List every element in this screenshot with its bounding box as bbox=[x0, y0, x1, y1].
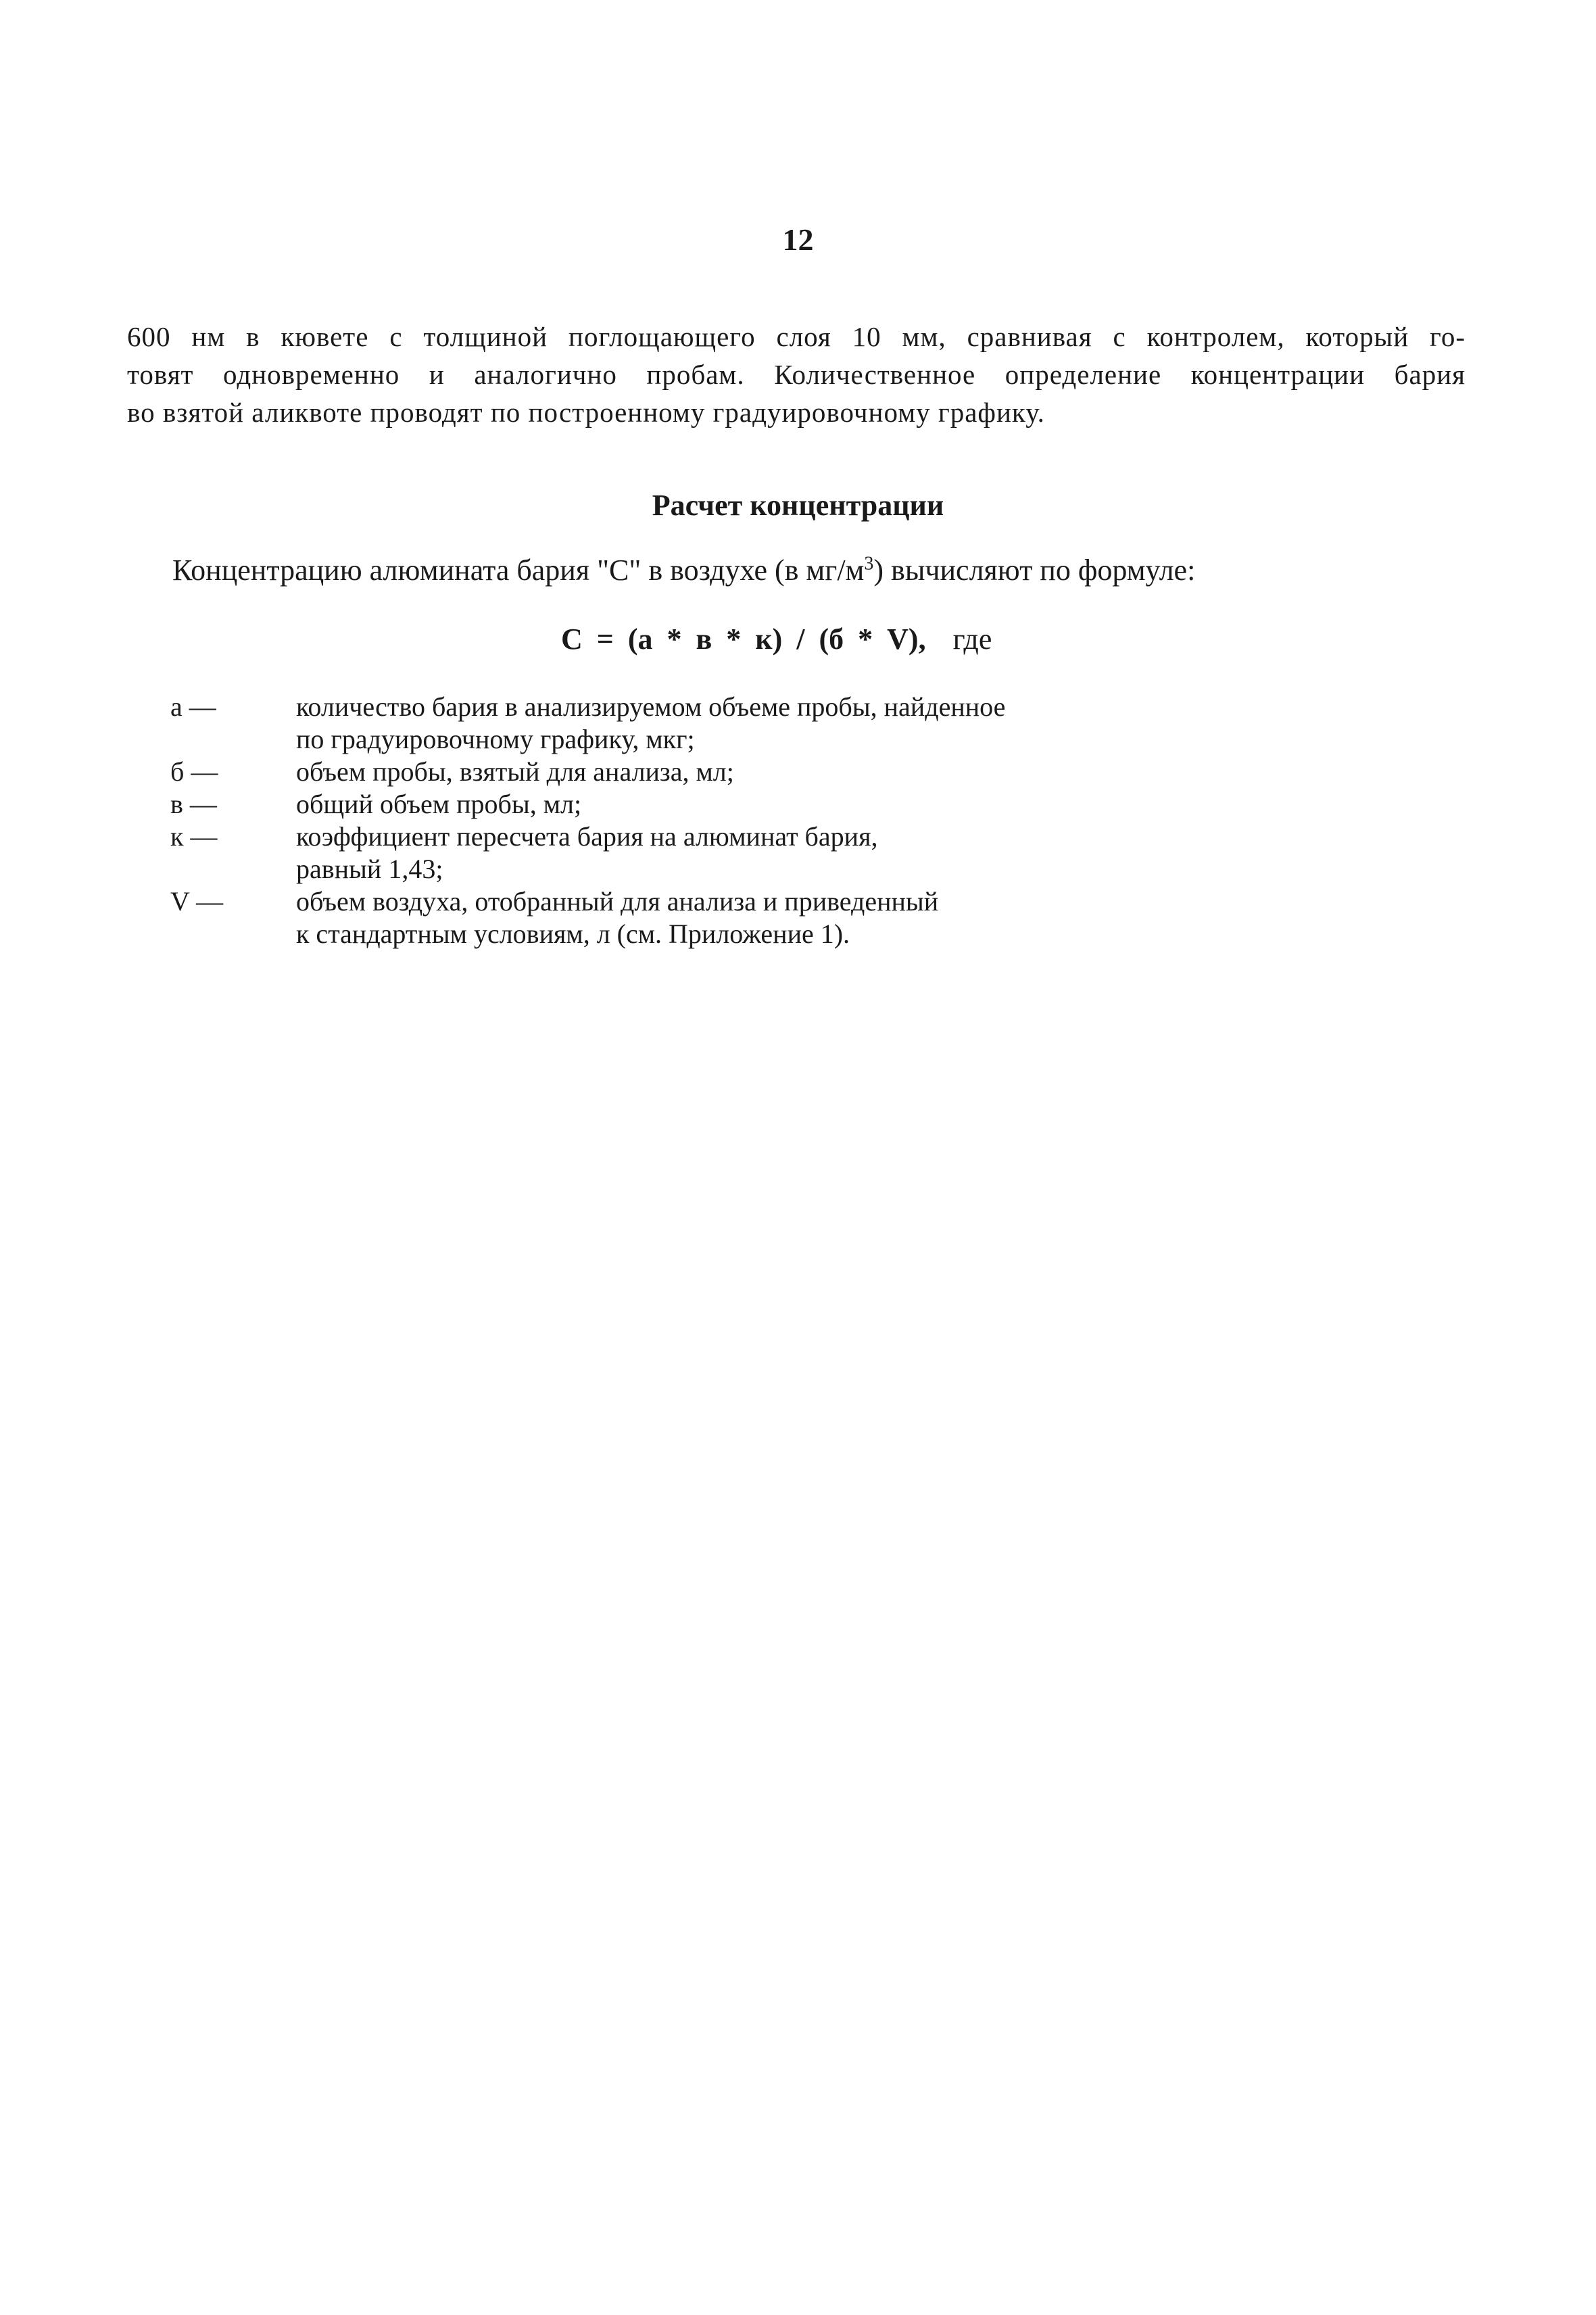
concentration-formula bbox=[561, 622, 992, 656]
formula-expression: С = (а * в * к) / (б * V), bbox=[561, 623, 926, 656]
intro-line: 600 нм в кювете с толщиной поглощающего слоя 10 мм, сравнивая с контролем, который го- bbox=[127, 321, 1466, 352]
legend-symbol: б — bbox=[170, 756, 218, 787]
legend-symbol: а — bbox=[170, 691, 216, 722]
formula-lead-superscript: 3 bbox=[864, 553, 874, 575]
formula-lead-text: Концентрацию алюмината бария "С" в воздухе (в мг/м bbox=[172, 554, 865, 587]
legend-symbol: в — bbox=[170, 789, 217, 819]
legend-description bbox=[296, 788, 1310, 821]
legend-line: объем воздуха, отобранный для анализа и приведенный bbox=[296, 886, 939, 917]
legend-item-k bbox=[170, 821, 1387, 885]
formula-lead-tail: ) вычисляют по формуле: bbox=[873, 554, 1196, 587]
legend-symbol: V — bbox=[170, 886, 224, 917]
legend-description bbox=[296, 885, 1310, 950]
legend-item-v bbox=[170, 788, 1387, 821]
legend-line: по градуировочному графику, мкг; bbox=[296, 724, 695, 754]
intro-paragraph bbox=[127, 318, 1466, 431]
legend-description bbox=[296, 821, 1310, 885]
legend-symbol: к — bbox=[170, 821, 218, 852]
legend-line: равный 1,43; bbox=[296, 854, 443, 884]
legend-description bbox=[296, 691, 1310, 756]
legend-line: к стандартным условиям, л (см. Приложение 1). bbox=[296, 919, 850, 949]
formula-where: где bbox=[952, 623, 992, 656]
legend-description bbox=[296, 756, 1310, 788]
legend-item-b bbox=[170, 756, 1387, 788]
legend-line: общий объем пробы, мл; bbox=[296, 789, 582, 819]
variable-legend bbox=[170, 691, 1387, 950]
intro-line: товят одновременно и аналогично пробам. Количественное определение концентрации бария bbox=[127, 359, 1466, 390]
legend-item-a bbox=[170, 691, 1387, 756]
legend-line: коэффициент пересчета бария на алюминат бария, bbox=[296, 821, 878, 852]
legend-item-volume bbox=[170, 885, 1387, 950]
legend-line: объем пробы, взятый для анализа, мл; bbox=[296, 756, 734, 787]
legend-line: количество бария в анализируемом объеме пробы, найденное bbox=[296, 691, 1006, 722]
page-number: 12 bbox=[782, 222, 814, 257]
formula-lead-sentence bbox=[172, 553, 1195, 587]
intro-line: во взятой аликвоте проводят по построенному градуировочному графику. bbox=[127, 397, 1045, 428]
section-heading: Расчет концентрации bbox=[652, 489, 944, 522]
